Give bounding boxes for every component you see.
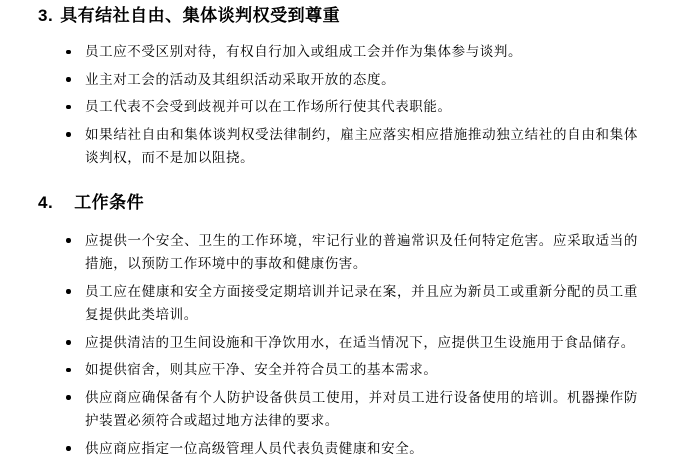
bullet-text: 如提供宿舍，则其应干净、安全并符合员工的基本需求。 [85,362,438,377]
list-item [38,437,640,461]
bullet-text: 供应商应确保备有个人防护设备供员工使用，并对员工进行设备使用的培训。机器操作防护装置必须符合或超过地方法律的要求。 [85,389,638,428]
list-item [38,358,640,382]
bullet-icon [66,368,71,373]
section-freedom-of-association [38,4,640,170]
bullet-text: 如果结社自由和集体谈判权受法律制约，雇主应落实相应措施推动独立结社的自由和集体谈判权，而不是加以阻挠。 [85,126,638,165]
bullet-icon [66,77,71,82]
list-item [38,280,640,327]
section-working-conditions [38,191,640,461]
section-number: 4. [38,192,54,212]
list-item [38,95,640,119]
bullet-icon [66,340,71,345]
bullet-icon [66,395,71,400]
list-item [38,68,640,92]
section-heading [38,4,640,28]
section-number: 3. [38,6,54,25]
bullet-icon [66,105,71,110]
list-item [38,386,640,433]
bullet-list [38,40,640,170]
list-item [38,123,640,170]
bullet-icon [66,132,71,137]
bullet-icon [66,50,71,55]
bullet-icon [66,238,71,243]
section-heading [38,191,640,215]
bullet-icon [66,289,71,294]
bullet-icon [66,446,71,451]
section-title: 工作条件 [74,192,145,212]
bullet-text: 员工应在健康和安全方面接受定期培训并记录在案，并且应为新员工或重新分配的员工重复提供此类培训。 [85,283,638,322]
bullet-text: 应提供清洁的卫生间设施和干净饮用水，在适当情况下，应提供卫生设施用于食品储存。 [85,334,635,350]
list-item [38,229,640,276]
list-item [38,40,640,64]
bullet-text: 业主对工会的活动及其组织活动采取开放的态度。 [85,71,396,87]
bullet-list [38,229,640,461]
bullet-text: 供应商应指定一位高级管理人员代表负责健康和安全。 [85,440,424,456]
section-title: 具有结社自由、集体谈判权受到尊重 [60,6,341,25]
bullet-text: 员工代表不会受到歧视并可以在工作场所行使其代表职能。 [85,99,452,114]
bullet-text: 应提供一个安全、卫生的工作环境，牢记行业的普遍常识及任何特定危害。应采取适当的措施，以预防工作环境中的事故和健康伤害。 [85,232,638,271]
bullet-text: 员工应不受区别对待，有权自行加入或组成工会并作为集体参与谈判。 [85,44,523,59]
list-item [38,331,640,355]
